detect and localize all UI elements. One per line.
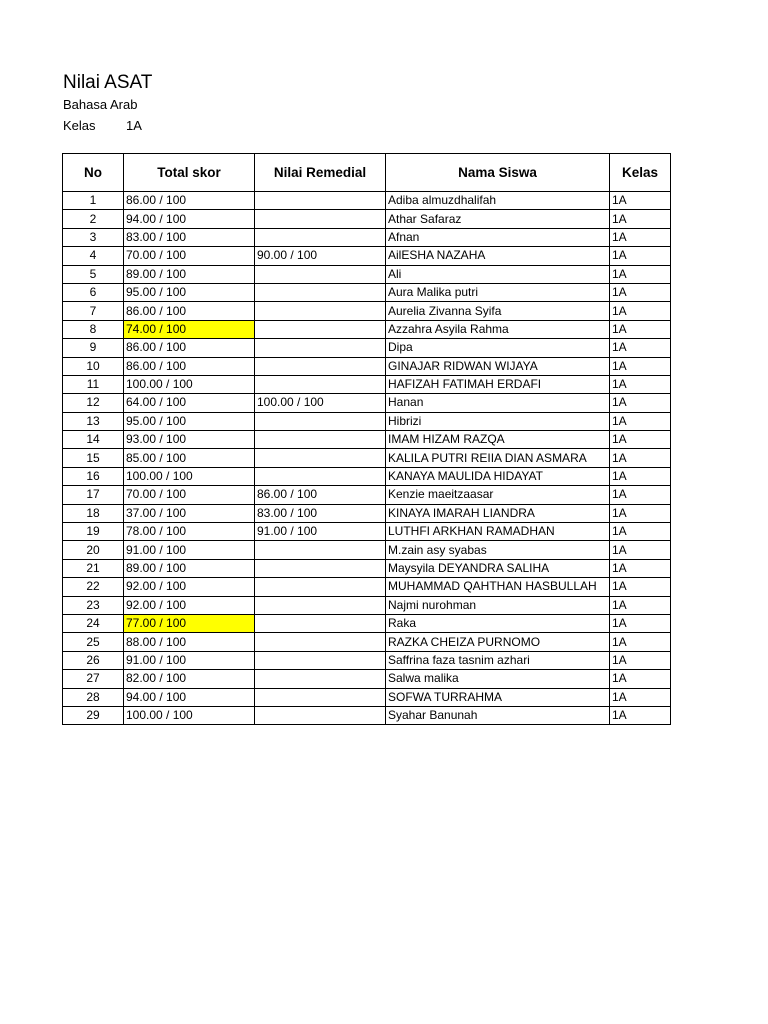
cell-nama-siswa: Ali xyxy=(386,265,610,283)
table-row xyxy=(63,449,671,467)
class-line xyxy=(63,118,142,134)
cell-nama-siswa: Azzahra Asyila Rahma xyxy=(386,320,610,338)
table-row xyxy=(63,357,671,375)
cell-total-skor: 78.00 / 100 xyxy=(124,523,255,541)
cell-total-skor: 95.00 / 100 xyxy=(124,283,255,301)
cell-no: 23 xyxy=(63,596,124,614)
cell-nilai-remedial: 90.00 / 100 xyxy=(255,247,386,265)
cell-nama-siswa: Aurelia Zivanna Syifa xyxy=(386,302,610,320)
cell-nama-siswa: Hibrizi xyxy=(386,412,610,430)
cell-nama-siswa: M.zain asy syabas xyxy=(386,541,610,559)
cell-nama-siswa: LUTHFI ARKHAN RAMADHAN xyxy=(386,523,610,541)
cell-nilai-remedial xyxy=(255,339,386,357)
cell-no: 9 xyxy=(63,339,124,357)
cell-nilai-remedial xyxy=(255,651,386,669)
cell-nama-siswa: GINAJAR RIDWAN WIJAYA xyxy=(386,357,610,375)
cell-nama-siswa: KANAYA MAULIDA HIDAYAT xyxy=(386,467,610,485)
cell-kelas: 1A xyxy=(610,283,671,301)
column-header-kelas: Kelas xyxy=(610,154,671,192)
cell-no: 29 xyxy=(63,706,124,724)
cell-nama-siswa: SOFWA TURRAHMA xyxy=(386,688,610,706)
table-row xyxy=(63,265,671,283)
table-row xyxy=(63,247,671,265)
cell-nilai-remedial: 86.00 / 100 xyxy=(255,486,386,504)
cell-nilai-remedial xyxy=(255,449,386,467)
cell-kelas: 1A xyxy=(610,670,671,688)
table-row xyxy=(63,670,671,688)
cell-total-skor: 92.00 / 100 xyxy=(124,578,255,596)
cell-nama-siswa: AilESHA NAZAHA xyxy=(386,247,610,265)
grades-table xyxy=(62,153,671,725)
cell-total-skor: 89.00 / 100 xyxy=(124,265,255,283)
cell-nama-siswa: Najmi nurohman xyxy=(386,596,610,614)
cell-nama-siswa: Athar Safaraz xyxy=(386,210,610,228)
table-row xyxy=(63,375,671,393)
table-row xyxy=(63,320,671,338)
cell-no: 20 xyxy=(63,541,124,559)
table-row xyxy=(63,394,671,412)
cell-nilai-remedial xyxy=(255,357,386,375)
cell-total-skor: 86.00 / 100 xyxy=(124,357,255,375)
table-row xyxy=(63,614,671,632)
cell-nilai-remedial xyxy=(255,578,386,596)
cell-no: 1 xyxy=(63,192,124,210)
column-header-nilai-remedial: Nilai Remedial xyxy=(255,154,386,192)
cell-no: 2 xyxy=(63,210,124,228)
cell-kelas: 1A xyxy=(610,412,671,430)
cell-total-skor: 93.00 / 100 xyxy=(124,431,255,449)
cell-no: 19 xyxy=(63,523,124,541)
cell-kelas: 1A xyxy=(610,541,671,559)
cell-total-skor: 94.00 / 100 xyxy=(124,210,255,228)
cell-no: 24 xyxy=(63,614,124,632)
cell-kelas: 1A xyxy=(610,486,671,504)
cell-kelas: 1A xyxy=(610,302,671,320)
cell-total-skor: 94.00 / 100 xyxy=(124,688,255,706)
cell-kelas: 1A xyxy=(610,320,671,338)
table-row xyxy=(63,688,671,706)
cell-nama-siswa: Adiba almuzdhalifah xyxy=(386,192,610,210)
cell-total-skor: 95.00 / 100 xyxy=(124,412,255,430)
table-row xyxy=(63,486,671,504)
cell-total-skor: 100.00 / 100 xyxy=(124,375,255,393)
column-header-no: No xyxy=(63,154,124,192)
cell-total-skor: 88.00 / 100 xyxy=(124,633,255,651)
cell-nama-siswa: Kenzie maeitzaasar xyxy=(386,486,610,504)
cell-nama-siswa: RAZKA CHEIZA PURNOMO xyxy=(386,633,610,651)
cell-kelas: 1A xyxy=(610,375,671,393)
cell-total-skor: 83.00 / 100 xyxy=(124,228,255,246)
cell-nama-siswa: HAFIZAH FATIMAH ERDAFI xyxy=(386,375,610,393)
cell-no: 28 xyxy=(63,688,124,706)
cell-nilai-remedial xyxy=(255,320,386,338)
cell-total-skor: 85.00 / 100 xyxy=(124,449,255,467)
cell-nilai-remedial xyxy=(255,192,386,210)
cell-kelas: 1A xyxy=(610,467,671,485)
cell-kelas: 1A xyxy=(610,614,671,632)
cell-kelas: 1A xyxy=(610,357,671,375)
cell-no: 10 xyxy=(63,357,124,375)
cell-no: 12 xyxy=(63,394,124,412)
cell-kelas: 1A xyxy=(610,578,671,596)
cell-no: 8 xyxy=(63,320,124,338)
cell-kelas: 1A xyxy=(610,431,671,449)
table-row xyxy=(63,228,671,246)
column-header-nama-siswa: Nama Siswa xyxy=(386,154,610,192)
cell-nilai-remedial: 100.00 / 100 xyxy=(255,394,386,412)
table-row xyxy=(63,633,671,651)
table-row xyxy=(63,578,671,596)
table-row xyxy=(63,596,671,614)
cell-total-skor: 86.00 / 100 xyxy=(124,192,255,210)
cell-kelas: 1A xyxy=(610,247,671,265)
cell-nilai-remedial xyxy=(255,633,386,651)
cell-no: 21 xyxy=(63,559,124,577)
cell-kelas: 1A xyxy=(610,504,671,522)
cell-total-skor: 100.00 / 100 xyxy=(124,467,255,485)
cell-no: 27 xyxy=(63,670,124,688)
class-value: 1A xyxy=(126,118,142,133)
cell-kelas: 1A xyxy=(610,265,671,283)
cell-nama-siswa: IMAM HIZAM RAZQA xyxy=(386,431,610,449)
cell-nilai-remedial xyxy=(255,688,386,706)
cell-nama-siswa: Aura Malika putri xyxy=(386,283,610,301)
cell-nama-siswa: Salwa malika xyxy=(386,670,610,688)
cell-total-skor: 82.00 / 100 xyxy=(124,670,255,688)
table-row xyxy=(63,504,671,522)
cell-nama-siswa: Dipa xyxy=(386,339,610,357)
cell-nilai-remedial xyxy=(255,596,386,614)
cell-total-skor: 37.00 / 100 xyxy=(124,504,255,522)
cell-kelas: 1A xyxy=(610,523,671,541)
cell-total-skor: 74.00 / 100 xyxy=(124,320,255,338)
class-label: Kelas xyxy=(63,118,96,133)
cell-nama-siswa: MUHAMMAD QAHTHAN HASBULLAH xyxy=(386,578,610,596)
cell-nilai-remedial: 91.00 / 100 xyxy=(255,523,386,541)
table-row xyxy=(63,283,671,301)
cell-kelas: 1A xyxy=(610,339,671,357)
cell-total-skor: 92.00 / 100 xyxy=(124,596,255,614)
cell-kelas: 1A xyxy=(610,559,671,577)
cell-total-skor: 77.00 / 100 xyxy=(124,614,255,632)
cell-nilai-remedial xyxy=(255,541,386,559)
cell-kelas: 1A xyxy=(610,449,671,467)
cell-kelas: 1A xyxy=(610,633,671,651)
table-row xyxy=(63,651,671,669)
cell-no: 16 xyxy=(63,467,124,485)
cell-nilai-remedial xyxy=(255,412,386,430)
cell-nilai-remedial xyxy=(255,614,386,632)
cell-no: 11 xyxy=(63,375,124,393)
table-row xyxy=(63,192,671,210)
cell-kelas: 1A xyxy=(610,192,671,210)
cell-total-skor: 89.00 / 100 xyxy=(124,559,255,577)
cell-total-skor: 100.00 / 100 xyxy=(124,706,255,724)
column-header-total-skor: Total skor xyxy=(124,154,255,192)
table-row xyxy=(63,210,671,228)
cell-no: 15 xyxy=(63,449,124,467)
subject-label: Bahasa Arab xyxy=(63,97,138,112)
cell-total-skor: 91.00 / 100 xyxy=(124,541,255,559)
cell-nilai-remedial xyxy=(255,265,386,283)
cell-no: 6 xyxy=(63,283,124,301)
cell-no: 26 xyxy=(63,651,124,669)
table-row xyxy=(63,559,671,577)
cell-no: 18 xyxy=(63,504,124,522)
cell-total-skor: 86.00 / 100 xyxy=(124,339,255,357)
cell-nama-siswa: Maysyila DEYANDRA SALIHA xyxy=(386,559,610,577)
table-row xyxy=(63,412,671,430)
table-row xyxy=(63,523,671,541)
cell-nilai-remedial xyxy=(255,283,386,301)
table-body xyxy=(63,192,671,725)
cell-kelas: 1A xyxy=(610,394,671,412)
cell-total-skor: 64.00 / 100 xyxy=(124,394,255,412)
table-row xyxy=(63,302,671,320)
cell-nilai-remedial xyxy=(255,302,386,320)
cell-nilai-remedial xyxy=(255,228,386,246)
cell-nilai-remedial xyxy=(255,706,386,724)
cell-nama-siswa: Raka xyxy=(386,614,610,632)
cell-nilai-remedial: 83.00 / 100 xyxy=(255,504,386,522)
table-row xyxy=(63,339,671,357)
page-title: Nilai ASAT xyxy=(63,72,153,93)
cell-kelas: 1A xyxy=(610,651,671,669)
cell-total-skor: 91.00 / 100 xyxy=(124,651,255,669)
cell-no: 22 xyxy=(63,578,124,596)
cell-nilai-remedial xyxy=(255,375,386,393)
cell-kelas: 1A xyxy=(610,210,671,228)
cell-nilai-remedial xyxy=(255,559,386,577)
cell-nilai-remedial xyxy=(255,210,386,228)
cell-nilai-remedial xyxy=(255,467,386,485)
cell-kelas: 1A xyxy=(610,706,671,724)
cell-nilai-remedial xyxy=(255,670,386,688)
cell-nama-siswa: Afnan xyxy=(386,228,610,246)
cell-no: 13 xyxy=(63,412,124,430)
table-row xyxy=(63,706,671,724)
cell-no: 3 xyxy=(63,228,124,246)
cell-nama-siswa: Hanan xyxy=(386,394,610,412)
cell-total-skor: 70.00 / 100 xyxy=(124,486,255,504)
table-header-row xyxy=(63,154,671,192)
cell-nama-siswa: Saffrina faza tasnim azhari xyxy=(386,651,610,669)
cell-kelas: 1A xyxy=(610,228,671,246)
cell-total-skor: 86.00 / 100 xyxy=(124,302,255,320)
cell-kelas: 1A xyxy=(610,596,671,614)
cell-no: 7 xyxy=(63,302,124,320)
cell-total-skor: 70.00 / 100 xyxy=(124,247,255,265)
cell-no: 14 xyxy=(63,431,124,449)
table-row xyxy=(63,431,671,449)
cell-nama-siswa: KINAYA IMARAH LIANDRA xyxy=(386,504,610,522)
cell-no: 17 xyxy=(63,486,124,504)
cell-kelas: 1A xyxy=(610,688,671,706)
table-row xyxy=(63,541,671,559)
cell-no: 4 xyxy=(63,247,124,265)
cell-no: 25 xyxy=(63,633,124,651)
cell-nama-siswa: Syahar Banunah xyxy=(386,706,610,724)
cell-nilai-remedial xyxy=(255,431,386,449)
cell-nama-siswa: KALILA PUTRI REIIA DIAN ASMARA xyxy=(386,449,610,467)
cell-no: 5 xyxy=(63,265,124,283)
table-row xyxy=(63,467,671,485)
